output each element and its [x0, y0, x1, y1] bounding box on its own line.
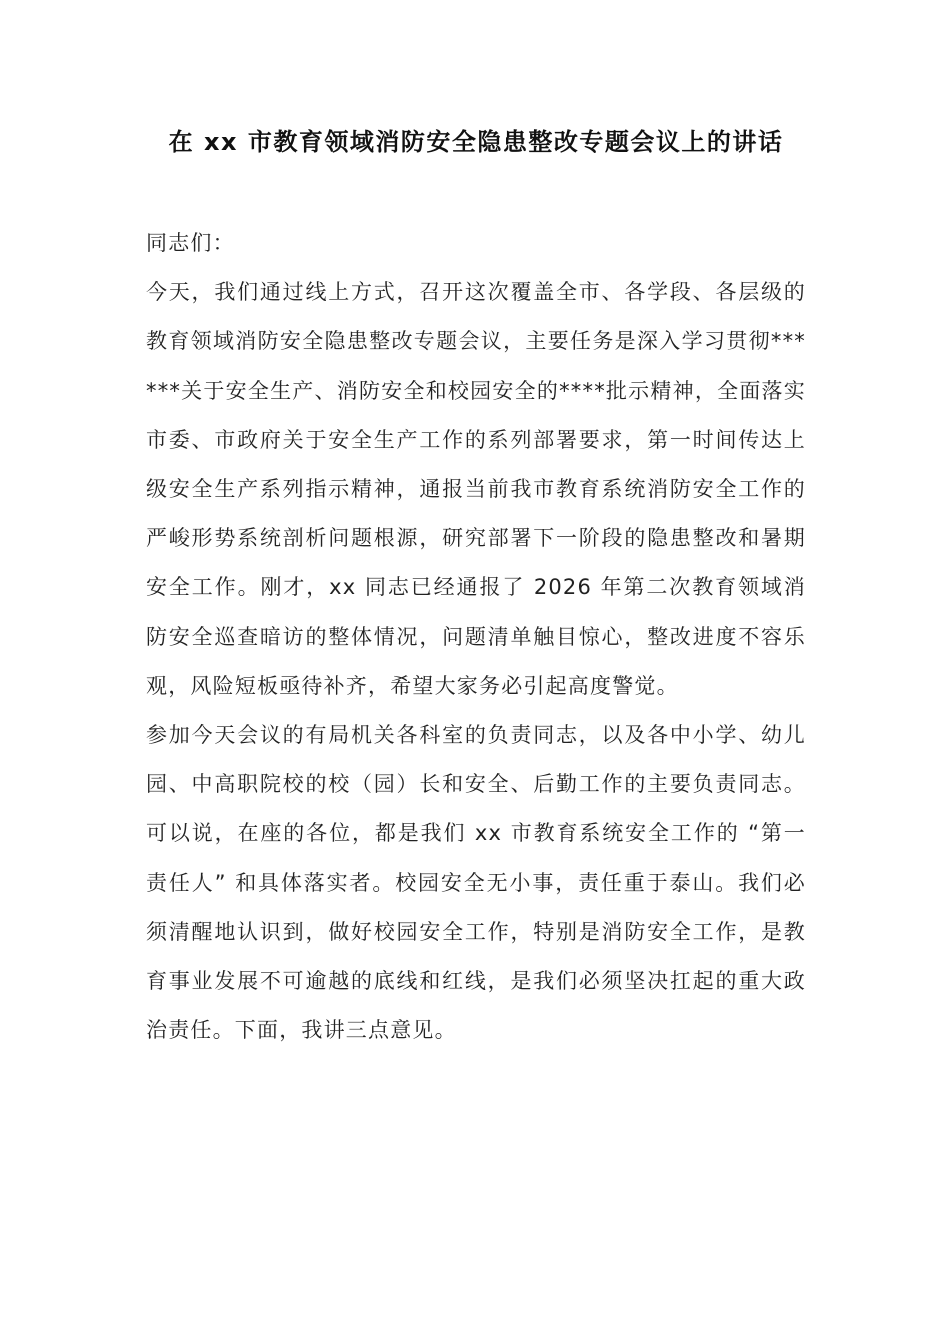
paragraph-attendees: 参加今天会议的有局机关各科室的负责同志，以及各中小学、幼儿园、中高职院校的校（园）长和安全、后勤工作的主要负责同志。可以说，在座的各位，都是我们 xx 市教育系统安全工作的 “第一责任人” 和具体落实者。校园安全无小事，责任重于泰山。我们必须清醒地认识到，做好校园安全工作，特别是消防安全工作，是教育事业发展不可逾越的底线和红线，是我们必须坚决扛起的重大政治责任。下面，我讲三点意见。	[146, 723, 806, 1043]
speech-title: 在 xx 市教育领域消防安全隐患整改专题会议上的讲话	[168, 128, 784, 156]
paragraph-opening: 今天，我们通过线上方式，召开这次覆盖全市、各学段、各层级的教育领域消防安全隐患整改专题会议，主要任务是深入学习贯彻******关于安全生产、消防安全和校园安全的****批示精神，全面落实市委、市政府关于安全生产工作的系列部署要求，第一时间传达上级安全生产系列指示精神，通报当前我市教育系统消防安全工作的严峻形势系统剖析问题根源，研究部署下一阶段的隐患整改和暑期安全工作。刚才，xx 同志已经通报了 2026 年第二次教育领域消防安全巡查暗访的整体情况，问题清单触目惊心，整改进度不容乐观，风险短板亟待补齐，希望大家务必引起高度警觉。	[146, 280, 806, 698]
salutation: 同志们：	[146, 231, 235, 255]
speech-body	[146, 219, 806, 1055]
